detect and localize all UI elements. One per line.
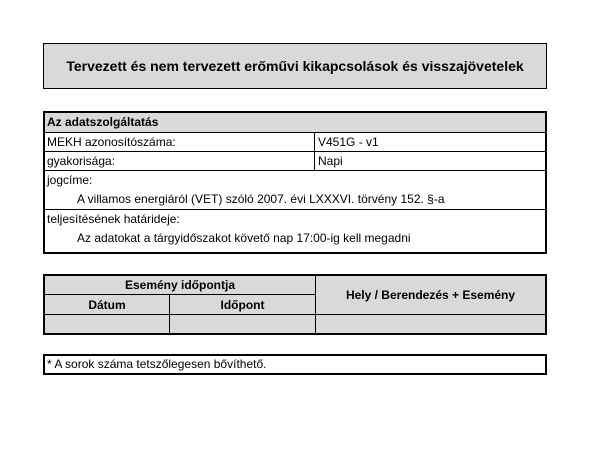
time-column-header: Időpont [170,295,316,315]
form-title-text: Tervezett és nem tervezett erőművi kikapcsolások és visszajövetelek [66,58,524,74]
place-equipment-event-input-cell[interactable] [316,315,545,333]
legal-basis-value: A villamos energiáról (VET) szóló 2007. évi LXXXVI. törvény 152. §-a [45,190,545,210]
mekh-id-label: MEKH azonosítószáma: [47,135,176,149]
form-title [43,43,547,89]
frequency-label: gyakorisága: [47,154,116,168]
place-equipment-event-header: Hely / Berendezés + Esemény [316,276,545,315]
time-input-cell[interactable] [170,315,316,333]
date-column-header: Dátum [45,295,170,315]
event-time-group-header: Esemény időpontja [45,276,316,295]
mekh-id-value: V451G - v1 [314,133,379,151]
deadline-label: teljesítésének határideje: [47,212,180,226]
events-table [43,274,547,335]
frequency-value: Napi [314,152,343,170]
mekh-id-row [45,133,545,152]
data-provision-header: Az adatszolgáltatás [45,113,545,133]
legal-basis-label: jogcíme: [47,173,93,187]
rows-note-text: * A sorok száma tetszőlegesen bővíthető. [47,357,267,371]
frequency-row [45,152,545,171]
data-provision-table [43,111,547,254]
date-input-cell[interactable] [45,315,170,333]
deadline-value: Az adatokat a tárgyidőszakot követő nap 17:00-ig kell megadni [77,231,411,245]
rows-note [43,354,547,375]
